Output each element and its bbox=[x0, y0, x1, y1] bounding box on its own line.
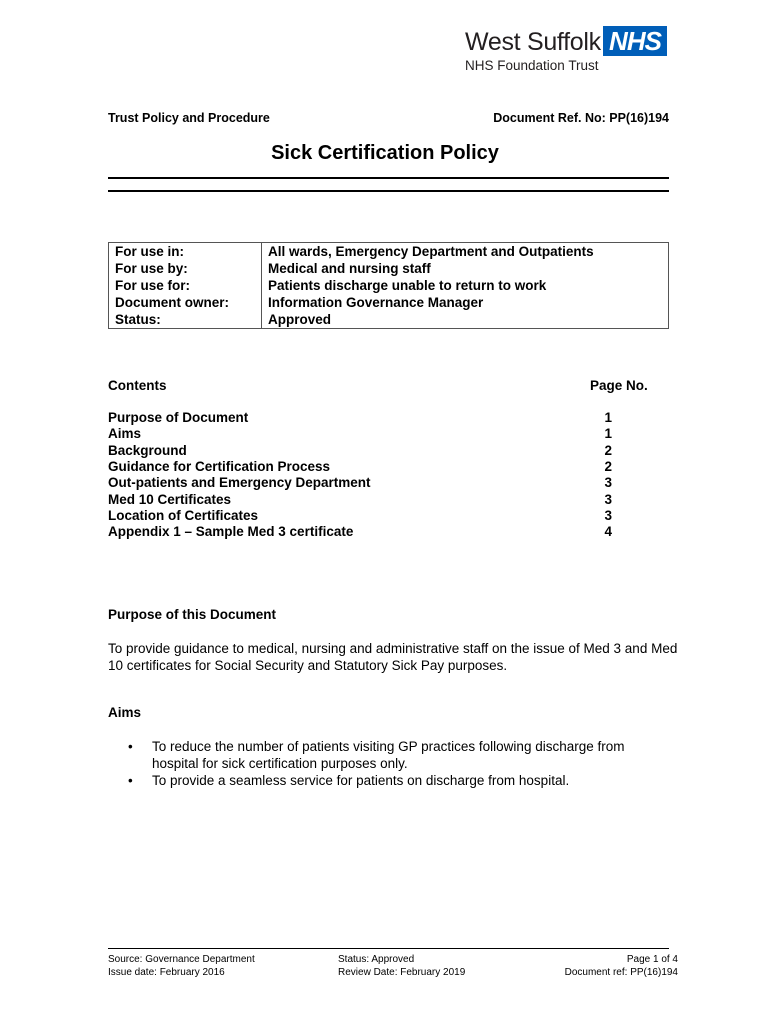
footer-review-date: Review Date: February 2019 bbox=[338, 967, 466, 978]
info-value: Approved bbox=[268, 312, 332, 327]
header-document-ref: Document Ref. No: PP(16)194 bbox=[493, 111, 669, 125]
info-label: For use in: bbox=[109, 243, 262, 261]
info-value: Patients discharge unable to return to work bbox=[268, 278, 547, 293]
trust-subtitle: NHS Foundation Trust bbox=[465, 58, 599, 73]
toc-item-page: 3 bbox=[604, 475, 612, 491]
toc-item-page: 3 bbox=[604, 507, 612, 523]
trust-name: West Suffolk bbox=[465, 28, 601, 56]
toc-item-page: 1 bbox=[604, 426, 612, 442]
info-row bbox=[109, 243, 669, 261]
nhs-logo: NHS bbox=[603, 26, 667, 56]
footer-rule bbox=[108, 948, 669, 949]
toc-item-page: 2 bbox=[604, 442, 612, 458]
aims-list bbox=[128, 738, 668, 789]
purpose-heading: Purpose of this Document bbox=[108, 607, 277, 622]
contents-heading: Contents bbox=[108, 378, 167, 393]
toc-item-label: Background bbox=[108, 442, 187, 458]
info-label: Status: bbox=[109, 311, 262, 329]
aims-heading: Aims bbox=[108, 705, 142, 720]
toc-item-label: Med 10 Certificates bbox=[108, 491, 232, 507]
footer-document-ref: Document ref: PP(16)194 bbox=[564, 967, 678, 978]
aim-item bbox=[128, 772, 668, 789]
info-row bbox=[109, 277, 669, 294]
footer-issue-date: Issue date: February 2016 bbox=[108, 967, 225, 978]
info-label: For use for: bbox=[109, 277, 262, 294]
toc-item-page: 4 bbox=[604, 524, 612, 540]
toc-item-label: Purpose of Document bbox=[108, 410, 249, 425]
toc-item-page: 1 bbox=[604, 410, 612, 425]
info-label: Document owner: bbox=[109, 294, 262, 311]
page-title: Sick Certification Policy bbox=[271, 142, 499, 164]
info-value: All wards, Emergency Department and Outpatients bbox=[268, 244, 594, 259]
info-label: For use by: bbox=[109, 260, 262, 277]
info-row bbox=[109, 311, 669, 329]
bullet-icon: • bbox=[128, 739, 133, 754]
info-row bbox=[109, 294, 669, 311]
purpose-text: To provide guidance to medical, nursing and administrative staff on the issue of Med 3 and Med 10 certificates for Social Security and Statutory Sick Pay purposes. bbox=[108, 641, 678, 673]
footer-status: Status: Approved bbox=[338, 954, 415, 965]
info-value: Medical and nursing staff bbox=[268, 261, 431, 276]
aim-item bbox=[128, 738, 668, 772]
toc-item-label: Appendix 1 – Sample Med 3 certificate bbox=[108, 524, 354, 540]
title-rule-bottom bbox=[108, 190, 669, 192]
page-number-heading: Page No. bbox=[590, 378, 648, 393]
toc-item-page: 2 bbox=[604, 458, 612, 474]
footer-page-number: Page 1 of 4 bbox=[626, 954, 678, 965]
aim-text: To provide a seamless service for patients on discharge from hospital. bbox=[152, 773, 570, 788]
footer-source: Source: Governance Department bbox=[108, 954, 255, 965]
toc-item-label: Out-patients and Emergency Department bbox=[108, 475, 371, 491]
bullet-icon: • bbox=[128, 773, 133, 788]
info-value: Information Governance Manager bbox=[268, 295, 484, 310]
toc-item-label: Aims bbox=[108, 426, 142, 442]
toc-item-page: 3 bbox=[604, 491, 612, 507]
document-info-table bbox=[108, 242, 669, 329]
title-rule-top bbox=[108, 177, 669, 179]
aim-text: To reduce the number of patients visiting GP practices following discharge from hospital for sick certification purposes only. bbox=[152, 739, 625, 771]
toc-item-label: Location of Certificates bbox=[108, 507, 259, 523]
toc-item-label: Guidance for Certification Process bbox=[108, 458, 331, 474]
header-left: Trust Policy and Procedure bbox=[108, 111, 270, 125]
info-row bbox=[109, 260, 669, 277]
